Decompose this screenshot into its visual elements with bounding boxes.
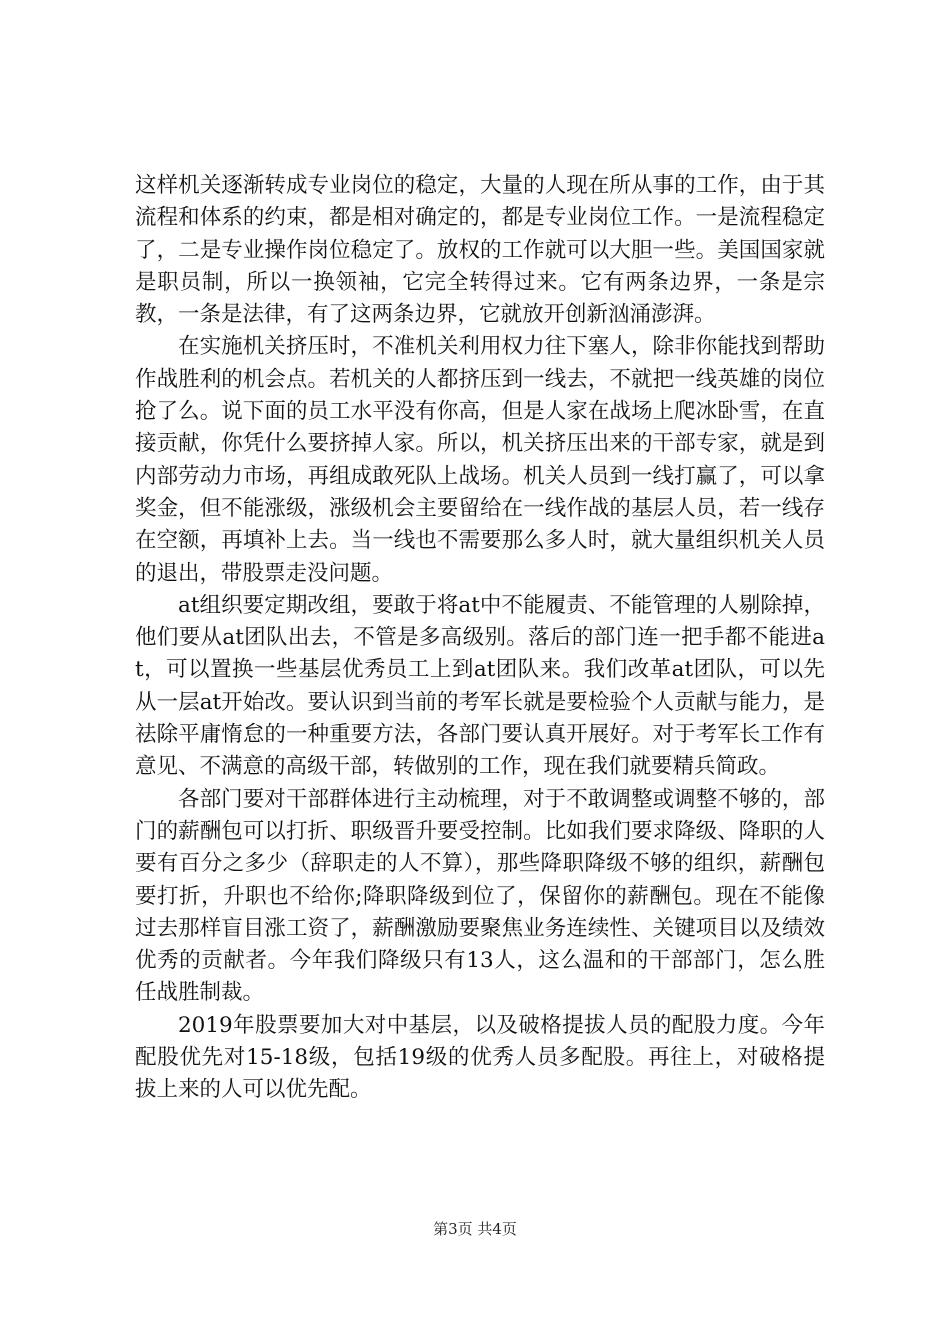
page-footer: 第3页 共4页 — [433, 1220, 517, 1238]
paragraph-5: 2019年股票要加大对中基层，以及破格提拔人员的配股力度。今年配股优先对15-18级，包括19级的优秀人员多配股。再往上，对破格提拔上来的人可以优先配。 — [135, 1012, 825, 1103]
paragraph-3: at组织要定期改组，要敢于将at中不能履责、不能管理的人剔除掉，他们要从at团队出去，不管是多高级别。落后的部门连一把手都不能进at，可以置换一些基层优秀员工上到at团队来。我们改革at团队，可以先从一层at开始改。要认识到当前的考军长就是要检验个人贡献与能力，是祛除平庸惰怠的一种重要方法，各部门要认真开展好。对于考军长工作有意见、不满意的高级干部，转做别的工作，现在我们就要精兵简政。 — [135, 592, 825, 780]
paragraph-1: 这样机关逐渐转成专业岗位的稳定，大量的人现在所从事的工作，由于其流程和体系的约束，都是相对确定的，都是专业岗位工作。一是流程稳定了，二是专业操作岗位稳定了。放权的工作就可以大胆一些。美国国家就是职员制，所以一换领袖，它完全转得过来。它有两条边界，一条是宗教，一条是法律，有了这两条边界，它就放开创新汹涌澎湃。 — [135, 173, 825, 328]
document-body — [135, 170, 825, 1107]
paragraph-4: 各部门要对干部群体进行主动梳理，对于不敢调整或调整不够的，部门的薪酬包可以打折、职级晋升要受控制。比如我们要求降级、降职的人要有百分之多少（辞职走的人不算），那些降职降级不够的组织，薪酬包要打折，升职也不给你;降职降级到位了，保留你的薪酬包。现在不能像过去那样盲目涨工资了，薪酬激励要聚焦业务连续性、关键项目以及绩效优秀的贡献者。今年我们降级只有13人，这么温和的干部部门，怎么胜任战胜制裁。 — [135, 786, 825, 1006]
paragraph-2: 在实施机关挤压时，不准机关利用权力往下塞人，除非你能找到帮助作战胜利的机会点。若机关的人都挤压到一线去，不就把一线英雄的岗位抢了么。说下面的员工水平没有你高，但是人家在战场上爬冰卧雪，在直接贡献，你凭什么要挤掉人家。所以，机关挤压出来的干部专家，就是到内部劳动力市场，再组成敢死队上战场。机关人员到一线打赢了，可以拿奖金，但不能涨级，涨级机会主要留给在一线作战的基层人员，若一线存在空额，再填补上去。当一线也不需要那么多人时，就大量组织机关人员的退出，带股票走没问题。 — [135, 334, 825, 586]
